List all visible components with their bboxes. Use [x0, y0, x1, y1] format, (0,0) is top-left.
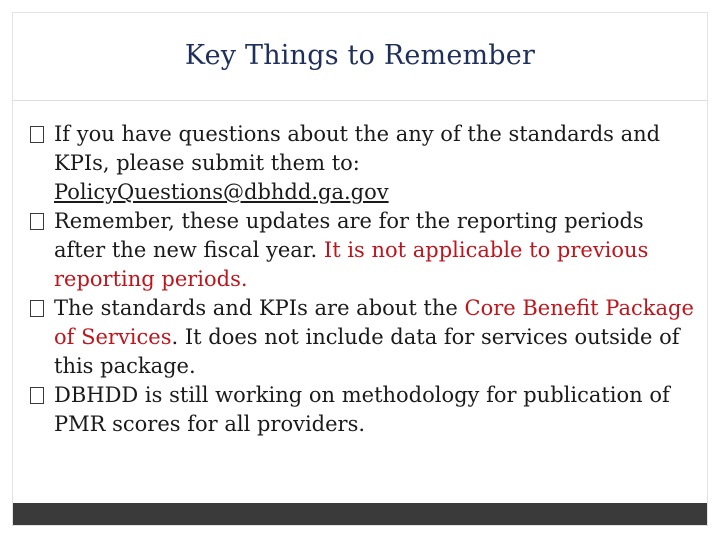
bullet-item: [30, 294, 700, 381]
bullet-list: [30, 120, 700, 439]
highlighted-text: Core Benefit Package of Services: [54, 296, 694, 349]
email-link[interactable]: PolicyQuestions@dbhdd.ga.gov: [54, 180, 389, 204]
bullet-text: Remember, these updates are for the reporting periods after the new fiscal year.: [54, 209, 644, 262]
slide-title: Key Things to Remember: [184, 40, 536, 71]
bullet-marker-icon: [30, 300, 44, 317]
bullet-marker-icon: [30, 213, 44, 230]
bullet-text: . It does not include data for services outside of this package.: [54, 325, 680, 378]
bullet-marker-icon: [30, 126, 44, 143]
highlighted-text: It is not applicable to previous reporting periods.: [54, 238, 649, 291]
bullet-marker-icon: [30, 387, 44, 404]
footer-bar: [13, 503, 707, 525]
bullet-text: The standards and KPIs are about the: [54, 296, 465, 320]
bullet-item: [30, 381, 700, 439]
bullet-item: [30, 207, 700, 294]
bullet-text: DBHDD is still working on methodology for publication of PMR scores for all providers.: [54, 383, 670, 436]
bullet-item: [30, 120, 700, 207]
bullet-text: If you have questions about the any of the standards and KPIs, please submit them to:: [54, 122, 661, 175]
title-area: [13, 13, 707, 101]
